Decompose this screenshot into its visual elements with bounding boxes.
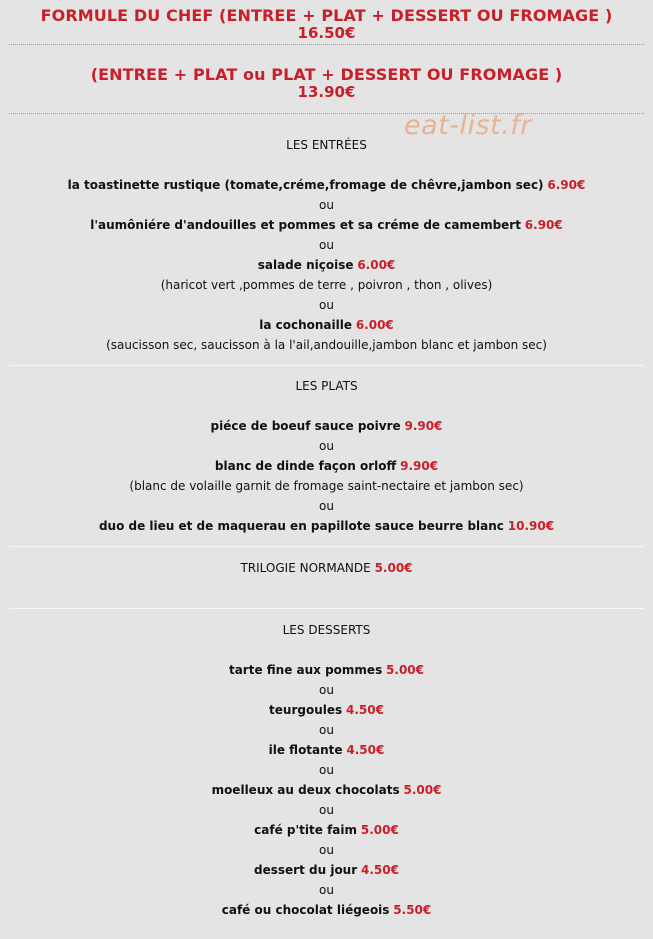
trilogie-name: TRILOGIE NORMANDE: [240, 561, 371, 575]
dish-name: café p'tite faim: [254, 823, 358, 837]
trilogie-price: 5.00€: [374, 561, 413, 575]
dish-price: 10.90€: [507, 519, 555, 533]
dish-name: salade niçoise: [257, 258, 354, 272]
dish-price: 6.90€: [524, 218, 563, 232]
formula-two-courses-title: (ENTREE + PLAT ou PLAT + DESSERT OU FROMAGE ): [90, 65, 563, 84]
section-heading-desserts: LES DESSERTS: [282, 623, 371, 637]
menu-item: [0, 175, 653, 195]
formula-chef-price: 16.50€: [297, 24, 356, 42]
formula-two-courses-price: 13.90€: [297, 83, 356, 101]
menu-item: [0, 740, 653, 760]
or-separator: ou: [319, 499, 334, 513]
or-separator: ou: [319, 723, 334, 737]
dish-price: 5.50€: [393, 903, 432, 917]
dish-price: 6.90€: [547, 178, 586, 192]
or-separator: ou: [319, 298, 334, 312]
dish-name: la toastinette rustique (tomate,créme,fromage de chêvre,jambon sec): [67, 178, 544, 192]
or-separator: ou: [319, 763, 334, 777]
menu-item: [0, 860, 653, 880]
menu-item: [0, 516, 653, 536]
watermark-logo: eat-list.fr: [404, 110, 532, 141]
dish-name: café ou chocolat liégeois: [221, 903, 390, 917]
dish-price: 4.50€: [360, 863, 399, 877]
dish-name: duo de lieu et de maquerau en papillote sauce beurre blanc: [98, 519, 504, 533]
dish-description: (blanc de volaille garnit de fromage saint-nectaire et jambon sec): [129, 479, 524, 493]
menu-item: [0, 416, 653, 436]
section-desserts: [0, 609, 653, 920]
dish-name: moelleux au deux chocolats: [211, 783, 400, 797]
menu-item: [0, 456, 653, 476]
dish-name: la cochonaille: [259, 318, 352, 332]
dish-description: (saucisson sec, saucisson à la l'ail,andouille,jambon blanc et jambon sec): [106, 338, 547, 352]
section-entrees: [0, 114, 653, 355]
section-heading-entrees: LES ENTRÉES: [286, 138, 367, 152]
dish-name: l'aumôniére d'andouilles et pommes et sa créme de camembert: [90, 218, 521, 232]
dish-description: (haricot vert ,pommes de terre , poivron , thon , olives): [160, 278, 493, 292]
dish-name: piéce de boeuf sauce poivre: [210, 419, 401, 433]
menu-item: [0, 215, 653, 235]
dish-price: 9.90€: [400, 459, 439, 473]
menu-item: [0, 900, 653, 920]
menu-item: [0, 315, 653, 335]
or-separator: ou: [319, 803, 334, 817]
or-separator: ou: [319, 883, 334, 897]
dish-name: blanc de dinde façon orloff: [214, 459, 397, 473]
or-separator: ou: [319, 683, 334, 697]
menu-item: [0, 780, 653, 800]
dish-price: 5.00€: [360, 823, 399, 837]
dish-price: 4.50€: [346, 743, 385, 757]
section-plats: [0, 366, 653, 536]
dish-price: 6.00€: [355, 318, 394, 332]
or-separator: ou: [319, 198, 334, 212]
dish-name: tarte fine aux pommes: [228, 663, 383, 677]
menu-item: [0, 820, 653, 840]
menu-item: [0, 660, 653, 680]
dish-price: 4.50€: [345, 703, 384, 717]
dish-name: teurgoules: [269, 703, 343, 717]
dish-name: ile flotante: [268, 743, 343, 757]
dish-price: 5.00€: [386, 663, 425, 677]
formula-chef-title: FORMULE DU CHEF (ENTREE + PLAT + DESSERT OU FROMAGE ): [40, 6, 613, 25]
dish-price: 5.00€: [403, 783, 442, 797]
menu-item: [0, 700, 653, 720]
dish-price: 9.90€: [404, 419, 443, 433]
section-trilogie: [0, 547, 653, 608]
or-separator: ou: [319, 238, 334, 252]
or-separator: ou: [319, 439, 334, 453]
dish-price: 6.00€: [357, 258, 396, 272]
section-heading-plats: LES PLATS: [295, 379, 358, 393]
or-separator: ou: [319, 843, 334, 857]
formula-chef: [0, 0, 653, 44]
menu-item: [0, 255, 653, 275]
dish-name: dessert du jour: [254, 863, 358, 877]
formula-two-courses: [0, 45, 653, 113]
menu-item: [0, 558, 653, 578]
